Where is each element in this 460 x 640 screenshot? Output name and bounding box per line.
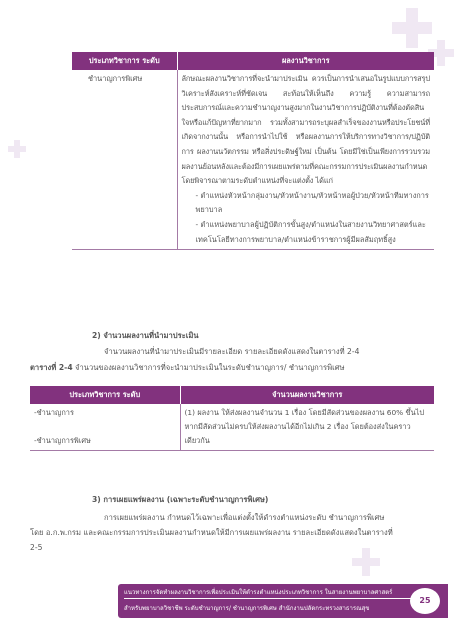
table-header-row <box>30 386 434 404</box>
column-header-level: ประเภทวิชาการ ระดับ <box>72 52 177 70</box>
level-cell <box>30 404 180 451</box>
table-caption-label: ตารางที่ 2-4 <box>30 363 73 372</box>
footer-title: แนวทางการจัดทำผลงานวิชาการเพื่อประเมินให้ดำรงตำแหน่งประเภทวิชาการ ในสายงานพยาบาลศาสตร์ <box>124 587 424 599</box>
description-cell <box>177 70 434 250</box>
level-cell: ชำนาญการพิเศษ <box>72 70 177 250</box>
description-text: ลักษณะผลงานวิชาการที่จะนำมาประเมิน ควรเป็นการนำเสนอในรูปแบบการสรุปวิเคราะห์สังเคราะห์ที่ชัดเจน สะท้อนให้เห็นถึง ความรู้ ความสามารถ ประสบการณ์และความชำนาญงานสูงมากในงานวิชาการปฏิบัติงานที่ต้องตัดสินใจหรือแก้ปัญหาที่ยากมาก รวมทั้งสามารถระบุผลสำเร็จของงานหรือประโยชน์ที่เกิดจากงานนั้น หรือการนำไปใช้ หรือผลงานการให้บริการทางวิชาการ/ปฏิบัติการ ผลงานนวัตกรรม หรือสิ่งประดิษฐ์ใหม่ เป็นต้น โดยมีใช่เป็นเพียงการรวบรวมผลงานย้อนหลังและต้องมีการเผยแพร่ตามที่คณะกรรมการประเมินผลงานกำหนด โดยพิจารณาตามระดับตำแหน่งที่จะแต่งตั้ง ได้แก่ <box>181 74 430 186</box>
table-row <box>72 70 434 250</box>
table-row <box>30 404 434 451</box>
section-body: จำนวนผลงานที่นำมาประเมินมีรายละเอียด รายละเอียดดังแสดงในตารางที่ 2-4 <box>104 347 360 356</box>
table-header-row <box>72 52 434 70</box>
section-body-line: 2-5 <box>30 543 43 552</box>
page-number: 25 <box>410 588 440 614</box>
work-count-table <box>30 386 434 451</box>
list-item: - ตำแหน่งพยาบาลผู้ปฏิบัติการขั้นสูง/ตำแหน่งในสายงานวิทยาศาสตร์และเทคโนโลยีทางการพยาบาล/ตำแหน่งข้าราชการผู้มีผลสัมฤทธิ์สูง <box>195 219 426 244</box>
column-header-count: จำนวนผลงานวิชาการ <box>180 386 434 404</box>
academic-work-table <box>72 52 434 250</box>
section-body-line: โดย อ.ก.พ.กรม และคณะกรรมการประเมินผลงานกำหนดให้มีการเผยแพร่ผลงาน รายละเอียดดังแสดงในตารางที่ <box>30 528 393 537</box>
plus-decoration <box>8 140 26 158</box>
table-caption <box>30 360 345 375</box>
column-header-level: ประเภทวิชาการ ระดับ <box>30 386 180 404</box>
column-header-work: ผลงานวิชาการ <box>177 52 434 70</box>
level-item: -ชำนาญการ <box>34 408 74 417</box>
footer-band <box>118 584 448 618</box>
plus-decoration <box>392 8 432 48</box>
table-caption-text: จำนวนของผลงานวิชาการที่จะนำมาประเมินในระดับชำนาญการ/ ชำนาญการพิเศษ <box>72 363 345 372</box>
section-body-line: การเผยแพร่ผลงาน กำหนดไว้เฉพาะเพื่อแต่งตั้งให้ดำรงตำแหน่งระดับ ชำนาญการพิเศษ <box>104 513 385 522</box>
section-heading: 2) จำนวนผลงานที่นำมาประเมิน <box>92 331 199 340</box>
level-item: -ชำนาญการพิเศษ <box>34 436 91 445</box>
list-item: - ตำแหน่งหัวหน้ากลุ่มงาน/หัวหน้างาน/หัวหน้าหอผู้ป่วย/หัวหน้าทีมทางการพยาบาล <box>195 190 429 215</box>
plus-decoration <box>352 548 380 576</box>
section-heading: 3) การเผยแพร่ผลงาน (เฉพาะระดับชำนาญการพิเศษ) <box>92 495 269 504</box>
footer-subtitle: สำหรับพยาบาลวิชาชีพ ระดับชำนาญการ/ ชำนาญการพิเศษ สำนักงานปลัดกระทรวงสาธารณสุข <box>124 605 370 612</box>
count-cell: (1) ผลงาน ให้ส่งผลงานจำนวน 1 เรื่อง โดยมีสัดส่วนของผลงาน 60% ขึ้นไป หากมีสัดส่วนไม่ครบให้ส่งผลงานได้อีกไม่เกิน 2 เรื่อง โดยต้องส่งในคราวเดียวกัน <box>180 404 434 451</box>
